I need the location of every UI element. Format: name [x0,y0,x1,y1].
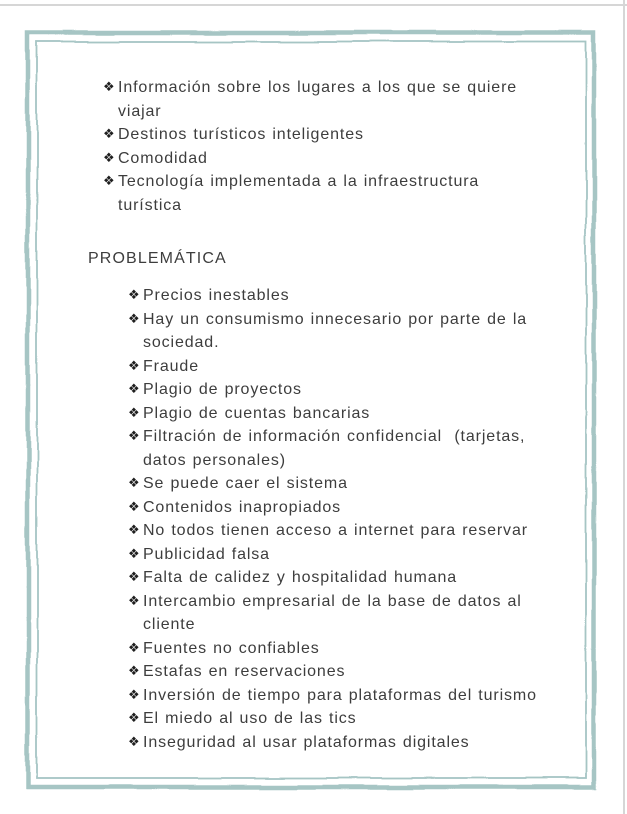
diamond-bullet-icon: ❖ [128,311,140,327]
diamond-bullet-icon: ❖ [103,174,115,189]
diamond-bullet-icon: ❖ [128,382,140,397]
diamond-bullet-icon: ❖ [128,640,140,656]
list-item [128,496,608,520]
diamond-bullet-icon: ❖ [128,664,140,679]
diamond-bullet-icon: ❖ [128,570,140,585]
diamond-bullet-icon: ❖ [128,429,140,444]
list-item [128,731,608,755]
list-item [128,660,608,684]
list-item [128,284,608,308]
diamond-bullet-icon: ❖ [128,476,140,491]
list-item-text: Filtración de información confidencial (tarjetas, datos personales) [143,428,526,469]
list-item-text: Información sobre los lugares a los que se quiere viajar [118,79,518,120]
diamond-bullet-icon: ❖ [128,523,140,538]
list-item-text: Falta de calidez y hospitalidad humana [143,569,458,586]
list-item [128,566,608,590]
list-item [128,707,608,731]
list-item [103,170,583,217]
diamond-bullet-icon: ❖ [128,405,140,421]
diamond-bullet-icon: ❖ [128,734,140,750]
list-item [103,76,583,123]
diamond-bullet-icon: ❖ [128,499,140,515]
list-item [128,543,608,567]
diamond-bullet-icon: ❖ [103,127,115,142]
list-item-text: Fuentes no confiables [143,639,320,657]
list-item [128,472,608,496]
list-item-text: Contenidos inapropiados [143,498,342,516]
list-item [128,684,608,708]
list-item [128,402,608,426]
list-item [128,425,608,472]
list-item [128,378,608,402]
list-item [128,590,608,637]
list-item-text: Plagio de proyectos [143,381,302,398]
list-item-text: No todos tienen acceso a internet para reservar [143,522,528,539]
list-item-text: Fraude [143,357,199,375]
list-item [103,147,583,171]
list-item-text: Comodidad [118,149,208,167]
diamond-bullet-icon: ❖ [128,358,140,374]
intro-bullet-list [103,76,583,217]
diamond-bullet-icon: ❖ [128,687,140,703]
diamond-bullet-icon: ❖ [128,288,140,303]
list-item-text: Intercambio empresarial de la base de datos al cliente [143,592,522,633]
list-item [103,123,583,147]
list-item-text: Se puede caer el sistema [143,475,348,492]
list-item-text: Plagio de cuentas bancarias [143,404,371,422]
list-item [128,637,608,661]
list-item [128,519,608,543]
diamond-bullet-icon: ❖ [103,80,115,95]
list-item-text: Precios inestables [143,287,290,304]
diamond-bullet-icon: ❖ [128,546,140,562]
diamond-bullet-icon: ❖ [128,711,140,726]
list-item-text: El miedo al uso de las tics [143,710,357,727]
list-item-text: Publicidad falsa [143,545,270,563]
list-item-text: Estafas en reservaciones [143,663,346,680]
problem-bullet-list [128,284,608,754]
diamond-bullet-icon: ❖ [103,150,115,166]
list-item-text: Tecnología implementada a la infraestructura turística [118,173,480,214]
list-item-text: Inversión de tiempo para plataformas del turismo [143,686,537,704]
section-heading-problematica: PROBLEMÁTICA [88,250,227,267]
list-item [128,308,608,355]
list-item-text: Destinos turísticos inteligentes [118,126,364,143]
list-item [128,355,608,379]
list-item-text: Hay un consumismo innecesario por parte de la sociedad. [143,310,528,351]
list-item-text: Inseguridad al usar plataformas digitales [143,733,470,751]
diamond-bullet-icon: ❖ [128,593,140,609]
